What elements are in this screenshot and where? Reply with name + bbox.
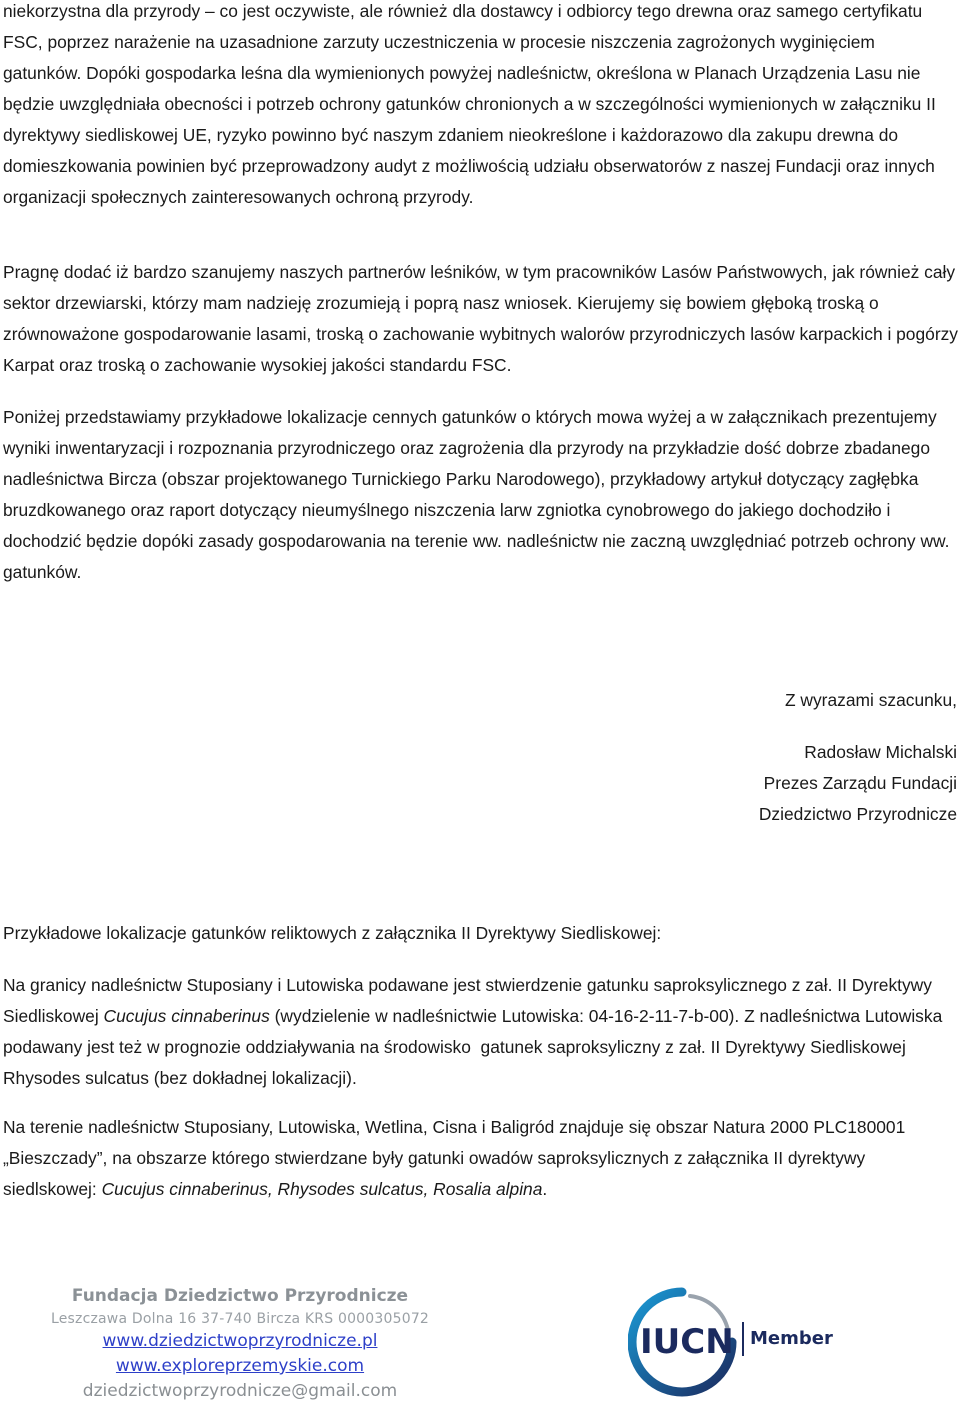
annex-title-text: Przykładowe lokalizacje gatunków reliktowych z załącznika II Dyrektywy Siedliskowej:	[3, 923, 662, 943]
letter-paragraph-1	[3, 0, 958, 213]
iucn-logo-icon	[628, 1286, 853, 1398]
footer-organization: Fundacja Dziedzictwo Przyrodnicze	[71, 1286, 409, 1306]
annex-text: Na terenie nadleśnictw Stuposiany, Lutowiska, Wetlina, Cisna i Baligród znajduje się obszar Natura 2000 PLC180001 „Bieszczady”, na obszarze którego stwierdzane były gatunki owadów saproksylicznych z załącznika II dyrektywy siedlskowej:	[3, 1117, 911, 1199]
logo-text: IUCN	[640, 1322, 734, 1362]
paragraph-text: Poniżej przedstawiamy przykładowe lokalizacje cennych gatunków o których mowa wyżej a w załącznikach prezentujemy wyniki inwentaryzacji i rozpoznania przyrodniczego oraz zagrożenia dla przyrody na przykładzie dość dobrze zbadanego nadleśnictwa Bircza (obszar projektowanego Turnickiego Parku Narodowego), przykładowy artykuł dotyczący zagłębka bruzdkowanego oraz raport dotyczący nieumyślnego niszczenia larw zgniotka cynobrowego do jakiego dochodziło i dochodzić będzie dopóki zasady gospodarowania na terenie ww. nadleśnictw nie zaczną uwzględniać potrzeb ochrony ww. gatunków.	[3, 407, 955, 582]
signer-role: Prezes Zarządu Fundacji	[763, 773, 957, 793]
species-names: Cucujus cinnaberinus, Rhysodes sulcatus, Rosalia alpina	[101, 1179, 543, 1199]
letter-paragraph-3	[3, 402, 958, 588]
member-label: Member	[750, 1328, 833, 1349]
annex-paragraph-2	[3, 1112, 958, 1205]
footer-contact	[30, 1283, 450, 1404]
annex-text: (wydzielenie w nadleśnictwie Lutowiska: 04-16-2-11-7-b-00). Z nadleśnictwa Lutowiska podawany jest też w prognozie oddziaływania na środowisko gatunek saproksyliczny z zał. II Dyrektywy Siedliskowej Rhysodes sulcatus (bez dokładnej lokalizacji).	[3, 1006, 948, 1088]
footer-email: dziedzictwoprzyrodnicze@gmail.com	[82, 1381, 398, 1401]
footer-address: Leszczawa Dolna 16 37-740 Bircza KRS 0000305072	[50, 1311, 430, 1327]
closing-line: Z wyrazami szacunku,	[784, 690, 957, 710]
annex-title	[3, 918, 958, 949]
iucn-member-badge	[628, 1286, 853, 1398]
divider	[742, 1322, 744, 1356]
paragraph-text: niekorzystna dla przyrody – co jest oczywiste, ale również dla dostawcy i odbiorcy tego drewna oraz samego certyfikatu FSC, poprzez narażenie na uzasadnione zarzuty uczestniczenia w procesie niszczenia zagrożonych wyginięciem gatunków. Dopóki gospodarka leśna dla wymienionych powyżej nadleśnictw, określona w Planach Urządzenia Lasu nie będzie uwzględniała obecności i potrzeb ochrony gatunków chronionych a w szczególności wymienionych w załączniku II dyrektywy siedliskowej UE, ryzyko powinno być naszym zdaniem nieokreślone i każdorazowo dla zakupu drewna do domieszkowania powinien być przeprowadzony audyt z możliwością udziału obserwatorów z naszej Fundacji oraz innych organizacji społecznych zainteresowanych ochroną przyrody.	[3, 1, 941, 207]
letter-paragraph-2	[3, 257, 958, 381]
signer-organization: Dziedzictwo Przyrodnicze	[758, 804, 957, 824]
website-link-2[interactable]: www.exploreprzemyskie.com	[115, 1356, 365, 1376]
website-link[interactable]: www.dziedzictwoprzyrodnicze.pl	[102, 1331, 378, 1351]
annex-text: .	[542, 1179, 548, 1199]
annex-paragraph-1	[3, 970, 958, 1094]
signer-name: Radosław Michalski	[804, 742, 957, 762]
signature-block	[759, 737, 957, 830]
paragraph-text: Pragnę dodać iż bardzo szanujemy naszych partnerów leśników, w tym pracowników Lasów Państwowych, jak również cały sektor drzewiarski, którzy mam nadzieję zrozumieją i poprą nasz wniosek. Kierujemy się bowiem głęboką troską o zrównoważone gospodarowanie lasami, troską o zachowanie wybitnych walorów przyrodniczych lasów karpackich i pogórzy Karpat oraz troską o zachowanie wysokiej jakości standardu FSC.	[3, 262, 959, 375]
species-name: Cucujus cinnaberinus	[103, 1006, 270, 1026]
annex-text: Na granicy nadleśnictw Stuposiany i Lutowiska podawane jest stwierdzenie gatunku saproksylicznego z zał. II Dyrektywy Siedliskowej	[3, 975, 937, 1026]
